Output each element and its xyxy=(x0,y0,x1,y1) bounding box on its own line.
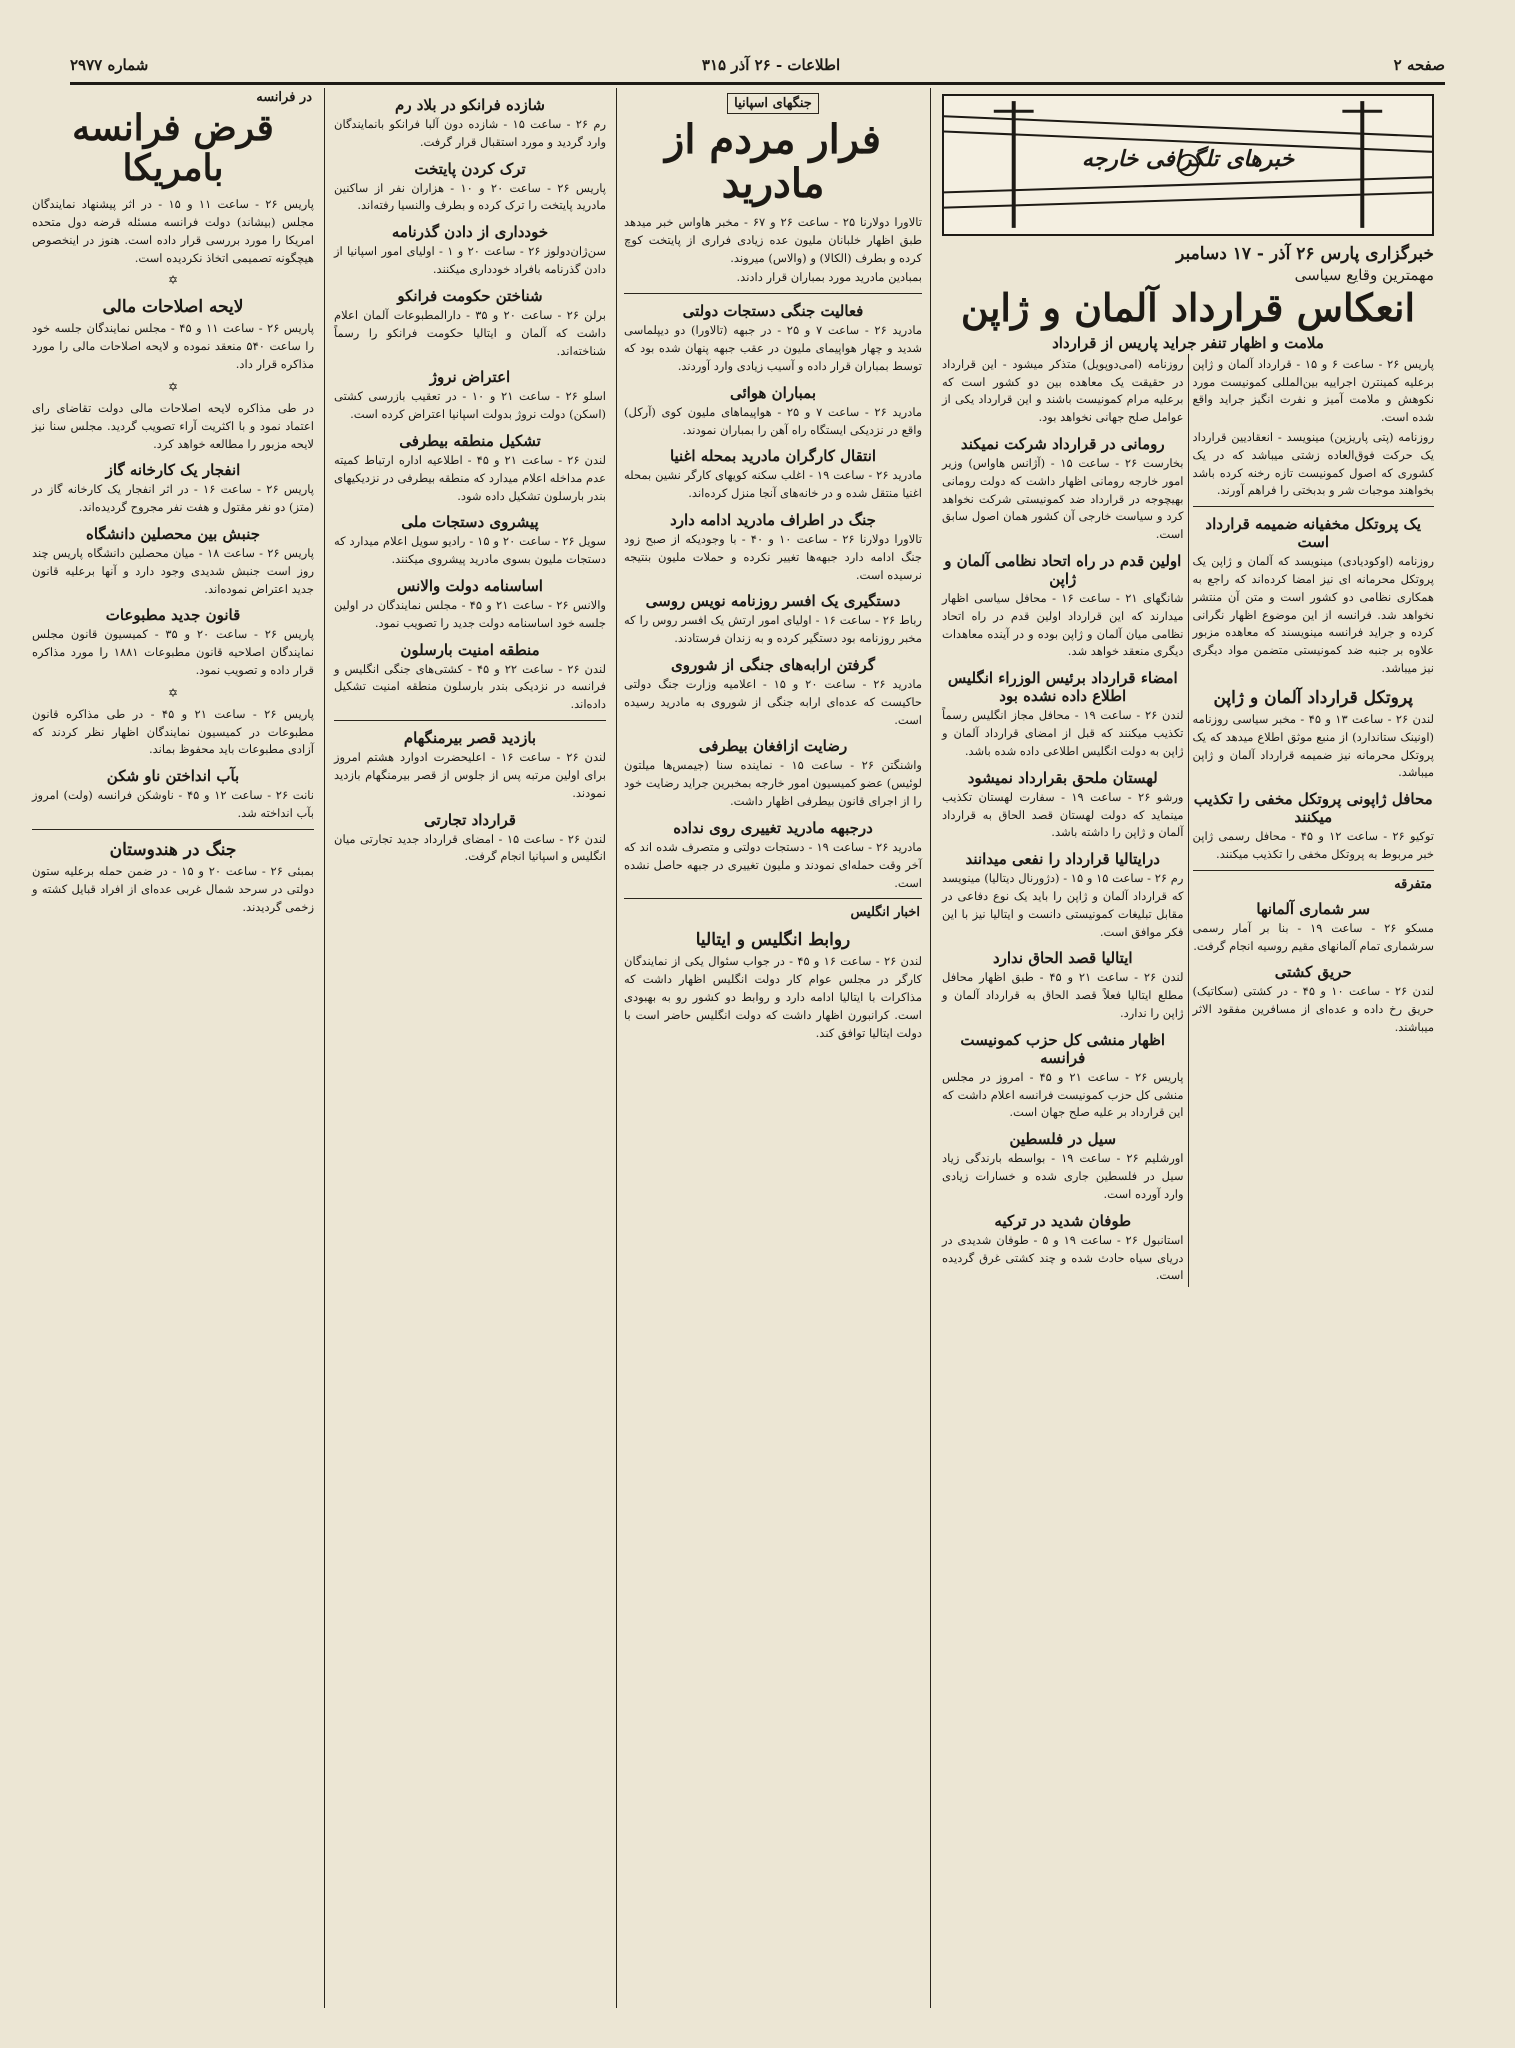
article-heading: رضایت ازافغان بیطرفی xyxy=(698,737,848,756)
article-paragraph: شانگهای ۲۱ - ساعت ۱۶ - محافل سیاسی اظهار میدارند که این قرارداد اولین قدم در راه اتحاد نظامی میان آلمان و ژاپن بوده و در آینده معاهدات دیگری منعقد خواهد شد. xyxy=(942,591,1184,659)
article-heading: درجبهه مادرید تغییری روی نداده xyxy=(673,818,873,837)
foreign-telegrams-logo xyxy=(942,94,1434,236)
divider-rule xyxy=(624,898,922,899)
star-ornament-icon: ✡ xyxy=(167,379,179,394)
article-heading: اعتراض نروژ xyxy=(429,368,511,387)
article-paragraph: مادرید ۲۶ - ساعت ۷ و ۲۵ - هواپیماهای ملیون کوی (آرکل) واقع در نزدیکی ایستگاه راه آهن را بمباران نمودند. xyxy=(624,404,922,437)
article-paragraph: پاریس ۲۶ - ساعت ۲۰ و ۱۰ - هزاران نفر از ساکنین مادرید پایتخت را ترک کرده و بطرف والنسیا رفته‌اند. xyxy=(334,180,606,213)
article-heading: بآب انداختن ناو شکن xyxy=(106,767,240,786)
article-heading: خودداری از دادن گذرنامه xyxy=(391,223,549,242)
column-divider xyxy=(930,88,931,2008)
article-heading: جنگ در اطراف مادرید ادامه دارد xyxy=(670,510,876,529)
article-heading: شازده فرانکو در بلاد رم xyxy=(395,96,545,114)
article-paragraph: پاریس ۲۶ - ساعت ۲۱ و ۴۵ - در طی مذاکره قانون مطبوعات در کمیسیون نمایندگان اظهار نظر کردند که آزادی مطبوعات باید محفوظ بماند. xyxy=(32,706,314,757)
article-paragraph: روزنامه (اوکودیادی) مینویسد که آلمان و ژاپن یک پروتکل محرمانه ای نیز امضا کرده‌اند که راجع به همکاری نظامی دو کشور است و متن آن منتشر نخواهد شد. فرانسه از این موضوع اظهار نگرانی کرده و جراید فرانسه مینویسند که معاهده مزبور علاوه بر جنبه ضد کمونیستی متضمن مواد دیگری نیز میباشد. xyxy=(1192,554,1434,676)
divider-rule xyxy=(624,293,922,294)
article-paragraph: اورشلیم ۲۶ - ساعت ۱۹ - بواسطه بارندگی زیاد سیل در فلسطین جاری شده و خسارات زیادی وارد آورده است. xyxy=(942,1151,1184,1201)
main-headline: قرض فرانسه بامریکا xyxy=(72,107,274,189)
column-spain-war xyxy=(620,88,926,2008)
divider-rule xyxy=(32,829,314,830)
article-heading: جنبش بین محصلین دانشگاه xyxy=(86,524,260,543)
article-paragraph: لندن ۲۶ - ساعت ۱۳ و ۴۵ - مخبر سیاسی روزنامه (اونینک ستاندارد) از منبع موثق اطلاع میدهد که یک پروتکل محرمانه نیز ضمیمه قرارداد آلمان و ژاپن میباشد. xyxy=(1192,711,1434,780)
article-heading: گرفتن ارابه‌های جنگی از شوروی xyxy=(671,656,875,674)
article-paragraph: روزنامه (پتی پاریزین) مینویسد - انعقادیین قرارداد یک حرکت فوق‌العاده زشتی میباشد که در یک کشوری که اصول کمونیست تازه رخنه کرده باشد بخواهند موجبات شر و بدبختی را فراهم آورند. xyxy=(1192,429,1434,498)
article-paragraph: رم ۲۶ - ساعت ۱۵ و ۱۵ - (دژورنال دیتالیا) مینویسد که قرارداد آلمان و ژاپن را باید یک نوع دفاعی در مقابل تبلیغات کمونیستی دانست و ایتالیا نیز با این فکر موافق است. xyxy=(942,871,1184,939)
article-paragraph: ورشو ۲۶ - ساعت ۱۹ - سفارت لهستان تکذیب مینماید که دولت لهستان قصد الحاق به قرارداد آلمان و ژاپن را داشته باشد. xyxy=(942,789,1184,840)
divider-rule xyxy=(1193,870,1435,871)
article-paragraph: مسکو ۲۶ - ساعت ۱۹ - بنا بر آمار رسمی سرشماری تمام آلمانهای مقیم روسیه انجام گرفت. xyxy=(1192,920,1434,953)
article-paragraph: تالاورا دولارنا ۲۵ - ساعت ۲۶ و ۶۷ - مخبر هاواس خبر میدهد طبق اظهار خلبانان ملیون عده زیادی فراری از پایتخت کوچ کرده و بطرف (الکالا) و (والاس) میروند. xyxy=(624,215,922,265)
article-paragraph: مادرید ۲۶ - ساعت ۱۹ - دستجات دولتی و متصرف شده اند که آخر وقت حمله‌ای نمودند و ملیون تغییری در جبهه حاصل نشده است. xyxy=(624,839,922,890)
article-paragraph: پاریس ۲۶ - ساعت ۲۱ و ۴۵ - امروز در مجلس منشی کل حزب کمونیست فرانسه اعلام داشت که این قرارداد بر علیه صلح جهان است. xyxy=(942,1069,1184,1120)
article-heading: فعالیت جنگی دستجات دولتی xyxy=(682,302,864,321)
article-heading: رومانی در قرارداد شرکت نمیکند xyxy=(960,434,1165,453)
article-paragraph: مادرید ۲۶ - ساعت ۱۹ - اغلب سکنه کویهای کارگر نشین بمحله اغنیا منتقل شده و در خانه‌های آنجا منزل کرده‌اند. xyxy=(624,468,922,501)
article-paragraph: پاریس ۲۶ - ساعت ۲۰ و ۳۵ - کمیسیون قانون مجلس نمایندگان اصلاحیه قانون مطبوعات ۱۸۸۱ را مورد مذاکره قرار داده و تصویب نمود. xyxy=(32,627,314,677)
article-heading: اساسنامه دولت والانس xyxy=(397,577,543,595)
divider-rule xyxy=(334,720,606,721)
star-ornament-icon: ✡ xyxy=(167,273,179,288)
article-paragraph: لندن ۲۶ - ساعت ۲۱ و ۴۵ - طبق اظهار محافل مطلع ایتالیا فعلاً قصد الحاق به قرارداد آلمان و ژاپن را ندارد. xyxy=(942,970,1184,1020)
article-paragraph: واشنگتن ۲۶ - ساعت ۱۵ - نماینده سنا (جیمس‌ها میلتون لوئیس) عضو کمیسیون امور خارجه بمخبرین جراید رضایت خود را از اجرای قانون بیطرفی اظهار داشت. xyxy=(624,758,922,809)
article-paragraph: لندن ۲۶ - ساعت ۱۹ - محافل مجاز انگلیس رسماً تکذیب میکنند که قبل از امضای قرارداد آلمان و ژاپن به دولت انگلیس اطلاعی داده شده باشد. xyxy=(942,708,1184,758)
article-paragraph: بخارست ۲۶ - ساعت ۱۵ - (آژانس هاواس) وزیر امور خارجه رومانی اظهار داشت که دولت رومانی بهیچوجه در قرارداد ضد کمونیستی شرکت نخواهد کرد و سیاست خارجی آن کشور همان اصول سابق است. xyxy=(942,455,1184,542)
article-heading: لهستان ملحق بقرارداد نمیشود xyxy=(967,768,1158,787)
article-heading: جنگ در هندوستان xyxy=(109,839,237,860)
main-headline: انعکاس قرارداد آلمان و ژاپن xyxy=(960,285,1416,330)
article-heading: تشکیل منطقه بیطرفی xyxy=(399,431,541,450)
article-paragraph: اسلو ۲۶ - ساعت ۲۱ و ۱۰ - در تعقیب بازرسی کشتی (اسکن) دولت نروژ بدولت اسپانیا اعتراض کرده است. xyxy=(334,389,606,422)
section-tag: اخبار انگلیس xyxy=(850,905,920,921)
article-paragraph: پاریس ۲۶ - ساعت ۱۸ - میان محصلین دانشگاه پاریس چند روز است جنبش شدیدی وجود دارد و آنها برعلیه قانون جدید اعتراض نموده‌اند. xyxy=(32,545,314,596)
star-ornament-icon: ✡ xyxy=(167,685,179,700)
article-heading: یک پروتکل مخفیانه ضمیمه قرارداد است xyxy=(1205,515,1422,552)
article-paragraph: بمبادین مادرید مورد بمباران قرار دادند. xyxy=(736,270,922,285)
article-heading: درایتالیا قرارداد را نفعی میدانند xyxy=(965,850,1160,869)
page-number: صفحه ۲ xyxy=(1393,56,1445,74)
article-heading: پروتکل قرارداد آلمان و ژاپن xyxy=(1213,687,1413,708)
article-heading: انفجار یک کارخانه گاز xyxy=(105,461,241,480)
article-paragraph: پاریس ۲۶ - ساعت ۶ و ۱۵ - قرارداد آلمان و ژاپن برعلیه کمینترن اجراییه بین‌المللی کمونیست مورد نکوهش و ملامت آمیز و نفرت انگیز جراید واقع شده است. xyxy=(1192,356,1435,425)
article-heading: بمباران هوائی xyxy=(729,383,817,402)
dateline: خبرگزاری پارس ۲۶ آذر - ۱۷ دسامبر xyxy=(1176,244,1434,264)
article-heading: سیل در فلسطین xyxy=(1009,1130,1117,1149)
paper-date: اطلاعات - ۲۶ آذر ۳۱۵ xyxy=(701,56,841,74)
subcolumn-left xyxy=(938,354,1189,1287)
article-heading: دستگیری یک افسر روزنامه نویس روسی xyxy=(645,592,901,611)
article-heading: پیشروی دستجات ملی xyxy=(401,513,539,532)
divider-rule xyxy=(1193,506,1435,507)
article-paragraph: لندن ۲۶ - ساعت ۱۰ و ۴۵ - در کشتی (سکاتیک) حریق رخ داده و عده‌ای از مسافرین مفقود الاثر میباشند. xyxy=(1192,984,1435,1034)
article-heading: منطقه امنیت بارسلون xyxy=(400,640,540,659)
article-heading: انتقال کارگران مادرید بمحله اغنیا xyxy=(669,447,877,466)
article-heading: طوفان شدید در ترکیه xyxy=(994,1211,1132,1230)
section-kicker: مهمترین وقایع سیاسی xyxy=(1294,266,1434,284)
article-paragraph: توکیو ۲۶ - ساعت ۱۲ و ۴۵ - محافل رسمی ژاپن خبر مربوط به پروتکل مخفی را تکذیب میکنند. xyxy=(1192,829,1434,861)
article-paragraph: سن‌ژان‌دولوز ۲۶ - ساعت ۲۰ و ۱ - اولیای امور اسپانیا از دادن گذرنامه بافراد خودداری میکنند. xyxy=(334,244,606,277)
article-paragraph: روزنامه (امی‌دوپویل) متذکر میشود - این قرارداد در حقیقت یک معاهده بین دو کشور است که برعلیه مرام کمونیست باشند و این قرارداد یکی از عوامل صلح جهانی نخواهد بود. xyxy=(942,356,1184,425)
article-paragraph: پاریس ۲۶ - ساعت ۱۱ و ۴۵ - مجلس نمایندگان جلسه خود را ساعت ۵۴۰ منعقد نموده و لایحه اصلاحات مالی را مورد مذاکره قرار داد. xyxy=(32,321,314,372)
article-paragraph: تالاورا دولارنا ۲۶ - ساعت ۱۰ و ۴۰ - با وجودیکه از صبح زود جنگ ادامه دارد جبهه‌ها تغییر نکرده و حملات ملیون بنتیجه نرسیده است. xyxy=(624,531,922,582)
column-foreign-telegrams xyxy=(938,88,1438,2008)
article-heading: امضاء قرارداد برئیس الوزراء انگلیس اطلاع داده نشده بود xyxy=(947,669,1178,706)
logo-title: خبرهای تلگرافی خارجه xyxy=(1081,146,1295,172)
article-paragraph: بمبئی ۲۶ - ساعت ۲۰ و ۱۵ - در ضمن حمله برعلیه ستون دولتی در سرحد شمال غربی عده‌ای از افراد قبایل کشته و زخمی گردیدند. xyxy=(32,863,314,914)
article-heading: اولین قدم در راه اتحاد نظامی آلمان و ژاپن xyxy=(944,552,1182,588)
article-paragraph: برلن ۲۶ - ساعت ۲۰ و ۳۵ - دارالمطبوعات آلمان اعلام داشت که آلمان و ایتالیا حکومت فرانکو را رسماً شناخته‌اند. xyxy=(334,307,606,358)
article-heading: لایحه اصلاحات مالی xyxy=(102,297,244,318)
article-paragraph: لندن ۲۶ - ساعت ۲۱ و ۴۵ - اطلاعیه اداره ارتباط کمیته عدم مداخله اعلام میدارد که منطقه بیطرفی در نزدیکیهای بندر بارسلون تشکیل داده شود. xyxy=(334,452,606,503)
article-paragraph: نانت ۲۶ - ساعت ۱۲ و ۴۵ - ناوشکن فرانسه (ولت) امروز بآب انداخته شد. xyxy=(32,788,314,821)
column-divider xyxy=(616,88,617,2008)
article-paragraph: پاریس ۲۶ - ساعت ۱۶ - در اثر انفجار یک کارخانه گاز در (متز) دو نفر مقتول و هفت نفر مجروح گردیده‌اند. xyxy=(32,482,314,515)
article-paragraph: سویل ۲۶ - ساعت ۲۰ و ۱۵ - رادیو سویل اعلام میدارد که دستجات ملیون بسوی مادرید پیشروی میکنند. xyxy=(334,534,606,567)
article-heading: ترک کردن پایتخت xyxy=(414,159,526,178)
article-paragraph: لندن ۲۶ - ساعت ۲۲ و ۴۵ - کشتی‌های جنگی انگلیس و فرانسه در نزدیکی بندر بارسلون منطقه امنیت تشکیل داده‌اند. xyxy=(334,661,606,712)
article-heading: اظهار منشی کل حزب کمونیست فرانسه xyxy=(960,1030,1166,1067)
article-heading: محافل ژاپونی پروتکل مخفی را تکذیب میکنند xyxy=(1193,790,1433,827)
article-heading: ایتالیا قصد الحاق ندارد xyxy=(992,949,1133,968)
article-paragraph: لندن ۲۶ - ساعت ۱۵ - امضای قرارداد جدید تجارتی میان انگلیس و اسپانیا انجام گرفت. xyxy=(334,831,606,864)
article-heading: قانون جدید مطبوعات xyxy=(105,606,241,625)
article-heading: سر شماری آلمانها xyxy=(1256,899,1371,918)
article-paragraph: در طی مذاکره لایحه اصلاحات مالی دولت تقاضای رای اعتماد نمود و با اکثریت آراء تصویب گردید. مجلس سنا نیز لایحه مزبور را مطالعه خواهد کرد. xyxy=(32,400,314,451)
article-paragraph: مادرید ۲۶ - ساعت ۷ و ۲۵ - در جبهه (تالاورا) دو دیپلماسی شدید و چهار هواپیمای ملیون در عقب جبهه پنهان شده بود که توسط بمباران قرار داده و آسیب زیادی وارد آوردند. xyxy=(624,323,922,373)
column-france xyxy=(28,88,318,2008)
subheadline: ملامت و اظهار تنفر جراید پاریس از قرارداد xyxy=(1052,333,1324,352)
subcolumn-right xyxy=(1189,354,1439,1287)
article-heading: شناختن حکومت فرانکو xyxy=(397,286,543,305)
section-tag: متفرقه xyxy=(1394,876,1432,892)
article-paragraph: لندن ۲۶ - ساعت ۱۶ و ۴۵ - در جواب سئوال یکی از نمایندگان کارگر در مجلس عوام کار دولت انگلیس اظهار داشت که مذاکرات با ایتالیا ادامه دارد و روابط دو کشور رو به بهبودی است. کرانبورن اظهار داشت که دولت انگلیس حاضر است با دولت ایتالیا توافق کند. xyxy=(624,954,922,1040)
article-heading: روابط انگلیس و ایتالیا xyxy=(695,930,851,951)
article-paragraph: لندن ۲۶ - ساعت ۱۶ - اعلیحضرت ادوارد هشتم امروز برای اولین مرتبه پس از جلوس از قصر بیرمنگهام بازدید نمودند. xyxy=(334,750,606,800)
article-heading: حریق کشتی xyxy=(1274,963,1352,982)
article-paragraph: استانبول ۲۶ - ساعت ۱۹ و ۵ - طوفان شدیدی در دریای سیاه حادث شده و چند کشتی غرق گردیده است. xyxy=(942,1232,1184,1283)
article-paragraph: رم ۲۶ - ساعت ۱۵ - شازده دون آلبا فرانکو بانمایندگان وارد گردید و مورد استقبال قرار گرفت. xyxy=(334,117,606,149)
issue-number: شماره ۲۹۷۷ xyxy=(70,56,149,74)
two-column-body xyxy=(938,354,1438,1287)
article-heading: بازدید قصر بیرمنگهام xyxy=(403,729,537,748)
main-headline: فرار مردم از مادرید xyxy=(665,116,881,207)
article-heading: قرارداد تجارتی xyxy=(424,810,516,829)
article-paragraph: والانس ۲۶ - ساعت ۲۱ و ۴۵ - مجلس نمایندگان در اولین جلسه خود اساسنامه دولت جدید را تصویب نمود. xyxy=(334,598,606,630)
section-tag: در فرانسه xyxy=(256,90,312,105)
article-paragraph: پاریس ۲۶ - ساعت ۱۱ و ۱۵ - در اثر پیشنهاد نمایندگان مجلس (بیشاند) دولت فرانسه مسئله قرضه دول متحده امریکا را مورد بررسی قرار داده است. هنوز در اینخصوص هیچگونه تصمیمی اتخاذ نکردیده است. xyxy=(32,197,314,265)
article-paragraph: رباط ۲۶ - ساعت ۱۶ - اولیای امور ارتش یک افسر روس را که مخبر روزنامه بود دستگیر کرده و به زندان فرستادند. xyxy=(624,613,922,646)
column-divider xyxy=(324,88,325,2008)
masthead-rule xyxy=(70,82,1445,85)
masthead xyxy=(70,52,1445,78)
section-label: جنگهای اسپانیا xyxy=(727,93,819,114)
column-spain-continued xyxy=(330,88,610,2008)
article-paragraph: مادرید ۲۶ - ساعت ۲۰ و ۱۵ - اعلامیه وزارت جنگ دولتی حاکیست که عده‌ای ارابه جنگی از شوروی به مادرید رسیده است. xyxy=(624,677,922,727)
